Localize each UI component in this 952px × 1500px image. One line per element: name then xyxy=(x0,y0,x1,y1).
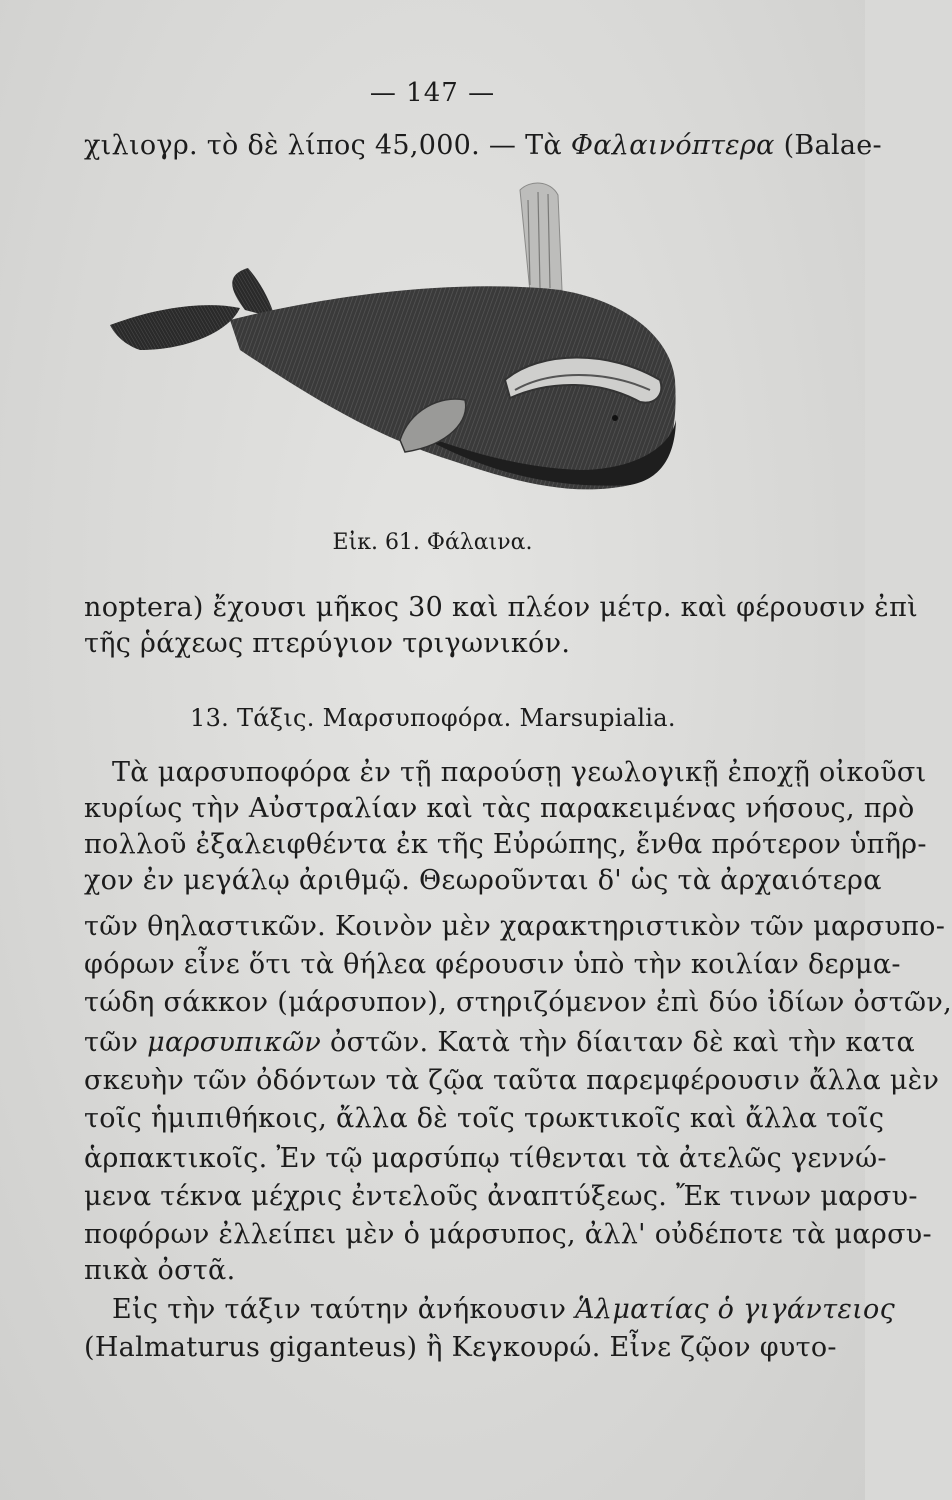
paragraph-line-13: ποφόρων ἐλλείπει μὲν ὁ μάρσυπος, ἀλλ' οὐδέποτε τὰ μαρσυ- xyxy=(84,1219,932,1250)
text-span: τῶν xyxy=(84,1027,148,1058)
text-line-1 xyxy=(84,128,882,164)
whale-illustration xyxy=(110,180,700,510)
paragraph2-line-2: (Halmaturus giganteus) ἢ Κεγκουρώ. Εἶνε ζῷον φυτο- xyxy=(84,1332,837,1363)
paragraph-line-2: κυρίως τὴν Αὐστραλίαν καὶ τὰς παρακειμένας νήσους, πρὸ xyxy=(84,793,915,824)
text-span: χιλιογρ. τὸ δὲ λίπος 45,000. — Τὰ xyxy=(84,130,571,161)
paragraph-line-12: μενα τέκνα μέχρις ἐντελοῦς ἀναπτύξεως. Ἔκ τινων μαρσυ- xyxy=(84,1181,918,1212)
text-span: (Balae- xyxy=(774,130,882,161)
paragraph-line-3: πολλοῦ ἐξαλειφθέντα ἐκ τῆς Εὐρώπης, ἔνθα πρότερον ὑπῆρ- xyxy=(84,829,927,860)
figure-caption: Εἰκ. 61. Φάλαινα. xyxy=(332,530,533,555)
paragraph-line-11: ἁρπακτικοῖς. Ἐν τῷ μαρσύπῳ τίθενται τὰ ἀτελῶς γεννώ- xyxy=(84,1143,887,1174)
italic-term: Φαλαινόπτερα xyxy=(570,130,775,161)
paragraph-line-4: χον ἐν μεγάλῳ ἀριθμῷ. Θεωροῦνται δ' ὡς τὰ ἀρχαιότερα xyxy=(84,865,882,896)
paragraph-line-6: φόρων εἶνε ὅτι τὰ θήλεα φέρουσιν ὑπὸ τὴν κοιλίαν δερμα- xyxy=(84,949,901,980)
paragraph2-line-1 xyxy=(84,1292,895,1328)
page-number: — 147 — xyxy=(369,78,496,108)
paragraph-line-8 xyxy=(84,1025,916,1061)
paragraph-line-14: πικὰ ὀστᾶ. xyxy=(84,1255,236,1286)
text-line-3: τῆς ῥάχεως πτερύγιον τριγωνικόν. xyxy=(84,628,571,659)
italic-term: μαρσυπικῶν xyxy=(147,1027,322,1058)
italic-term: Ἁλματίας ὁ γιγάντειος xyxy=(575,1294,895,1325)
paragraph-line-7: τώδη σάκκον (μάρσυπον), στηριζόμενον ἐπὶ δύο ἰδίων ὀστῶν, xyxy=(84,987,952,1018)
paragraph-line-9: σκευὴν τῶν ὀδόντων τὰ ζῷα ταῦτα παρεμφέρουσιν ἄλλα μὲν xyxy=(84,1065,940,1096)
text-span: Εἰς τὴν τάξιν ταύτην ἀνήκουσιν xyxy=(112,1294,576,1325)
paragraph-line-1: Τὰ μαρσυποφόρα ἐν τῇ παρούσῃ γεωλογικῇ ἐποχῇ οἰκοῦσι xyxy=(112,757,927,788)
section-heading: 13. Τάξις. Μαρσυποφόρα. Marsupialia. xyxy=(190,704,676,732)
text-line-2: noptera) ἔχουσι μῆκος 30 καὶ πλέον μέτρ. καὶ φέρουσιν ἐπὶ xyxy=(84,592,919,623)
paragraph-line-10: τοῖς ἡμιπιθήκοις, ἄλλα δὲ τοῖς τρωκτικοῖς καὶ ἄλλα τοῖς xyxy=(84,1103,885,1134)
text-span: ὀστῶν. Κατὰ τὴν δίαιταν δὲ καὶ τὴν κατα xyxy=(321,1027,916,1058)
paragraph-line-5: τῶν θηλαστικῶν. Κοινὸν μὲν χαρακτηριστικὸν τῶν μαρσυπο- xyxy=(84,911,946,942)
